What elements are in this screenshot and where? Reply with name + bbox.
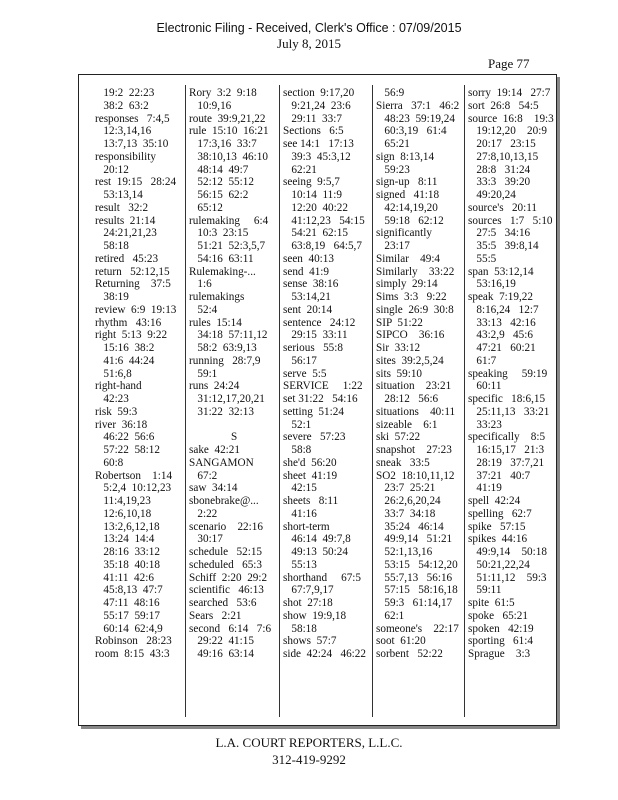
index-entry: sits 59:10 [376, 367, 423, 380]
index-entry: 15:16 38:2 [95, 342, 155, 354]
index-entry: 12:3,14,16 [95, 125, 152, 138]
index-entry: Sears 2:21 [189, 609, 242, 622]
index-entry: setting 51:24 [283, 405, 344, 418]
index-entry: result 32:2 [95, 201, 149, 214]
index-entry: 58:18 [95, 240, 129, 252]
index-entry: SERVICE 1:22 [283, 380, 363, 393]
index-entry: 33:23 [468, 418, 502, 431]
index-column-3 [283, 87, 366, 661]
index-entry: section 9:17,20 [283, 87, 355, 99]
index-entry: 17:3,16 33:7 [189, 138, 257, 150]
index-entry: Rory 3:2 9:18 [189, 87, 257, 99]
index-entry: spell 42:24 [468, 495, 521, 507]
page-number: Page 77 [488, 56, 530, 71]
index-entry: signed 41:18 [376, 189, 440, 201]
index-entry: sheets 8:11 [283, 495, 339, 507]
index-entry: sort 26:8 54:5 [468, 99, 539, 112]
index-entry: Sections 6:5 [283, 125, 344, 138]
index-entry: route 39:9,21,22 [189, 112, 266, 125]
index-entry: seen 40:13 [283, 252, 334, 265]
index-entry: 5:2,4 10:12,23 [95, 482, 172, 495]
index-entry: sense 38:16 [283, 278, 339, 291]
index-entry: 60:11 [468, 380, 502, 393]
index-entry: 42:14,19,20 [376, 201, 438, 214]
index-entry: 53:14,21 [283, 291, 331, 303]
index-entry: 57:15 58:16,18 [376, 584, 458, 597]
index-entry: someone's 22:17 [376, 622, 459, 635]
index-entry: serve 5:5 [283, 367, 327, 380]
index-entry: 29:15 33:11 [283, 329, 348, 342]
index-entry: 12:20 40:22 [283, 201, 348, 214]
index-entry: 41:16 [283, 507, 317, 520]
index-entry: shows 57:7 [283, 635, 337, 648]
index-entry: 13:7,13 35:10 [95, 138, 169, 150]
index-entry: SANGAMON [189, 456, 254, 469]
index-entry: spelling 62:7 [468, 507, 532, 520]
index-entry: searched 53:6 [189, 597, 257, 609]
index-entry: speak 7:19,22 [468, 291, 533, 303]
index-entry: 41:19 [468, 482, 502, 495]
index-entry: 33:13 42:16 [468, 316, 536, 329]
index-entry: 47:21 60:21 [468, 342, 536, 354]
index-column-5 [468, 87, 554, 661]
index-entry: responses 7:4,5 [95, 112, 170, 125]
column-divider [279, 85, 280, 717]
index-entry: retired 45:23 [95, 252, 159, 265]
index-entry: snapshot 27:23 [376, 444, 452, 456]
index-entry: 16:15,17 21:3 [468, 444, 545, 456]
index-entry: situations 40:11 [376, 405, 456, 418]
index-entry: situation 23:21 [376, 380, 452, 393]
index-entry: 27:8,10,13,15 [468, 150, 539, 163]
index-entry: 29:22 41:15 [189, 635, 254, 648]
index-entry: 34:18 57:11,12 [189, 329, 268, 342]
index-entry: 35:24 46:14 [376, 520, 444, 533]
index-entry: speaking 59:19 [468, 367, 548, 380]
index-entry: 30:17 [189, 533, 223, 546]
index-entry: right-hand [95, 380, 142, 393]
index-entry: shot 27:18 [283, 597, 333, 609]
index-entry: Sims 3:3 9:22 [376, 291, 447, 303]
index-entry: 52:4 [189, 303, 218, 316]
index-entry: ski 57:22 [376, 431, 421, 444]
index-entry: sizeable 6:1 [376, 418, 438, 431]
index-entry: set 31:22 54:16 [283, 393, 358, 405]
index-entry: Sierra 37:1 46:2 [376, 99, 460, 112]
index-entry: 55:17 59:17 [95, 609, 160, 622]
index-entry: 45:8,13 47:7 [95, 584, 163, 597]
index-entry: 12:6,10,18 [95, 507, 152, 520]
document-date: July 8, 2015 [277, 36, 341, 51]
index-entry: sign 8:13,14 [376, 150, 435, 163]
index-entry: 51:11,12 59:3 [468, 571, 547, 584]
index-entry: 46:14 49:7,8 [283, 533, 351, 546]
index-entry: sporting 61:4 [468, 635, 533, 648]
index-entry: specifically 8:5 [468, 431, 546, 444]
index-entry: Robertson 1:14 [95, 469, 173, 482]
index-entry: 53:16,19 [468, 278, 516, 291]
index-entry: 57:22 58:12 [95, 444, 160, 456]
index-entry: 38:10,13 46:10 [189, 150, 268, 163]
index-entry: 49:9,14 51:21 [376, 533, 453, 546]
index-entry: 60:8 [95, 456, 124, 469]
index-entry: Sprague 3:3 [468, 648, 531, 660]
index-entry: Similarly 33:22 [376, 265, 455, 278]
index-entry: 28:12 56:6 [376, 393, 439, 405]
index-entry: 38:19 [95, 291, 129, 303]
index-entry: source's 20:11 [468, 201, 538, 214]
index-entry: single 26:9 30:8 [376, 303, 454, 316]
index-entry: spikes 44:16 [468, 533, 528, 546]
index-entry: 41:6 44:24 [95, 354, 155, 367]
index-entry: 62:21 [283, 163, 317, 176]
index-entry: 41:12,23 54:15 [283, 214, 365, 227]
index-entry: shorthand 67:5 [283, 571, 361, 584]
index-entry: source 16:8 19:3 [468, 112, 554, 125]
index-entry: risk 59:3 [95, 405, 138, 418]
index-entry: SO2 18:10,11,12 [376, 469, 455, 482]
index-entry: 27:5 34:16 [468, 227, 531, 240]
index-entry: sheet 41:19 [283, 469, 338, 482]
column-divider [372, 85, 373, 717]
index-entry: spite 61:5 [468, 597, 515, 609]
index-entry: 35:5 39:8,14 [468, 240, 539, 252]
column-divider [185, 85, 186, 717]
index-entry: responsibility [95, 150, 156, 163]
index-entry: 61:7 [468, 354, 497, 367]
index-entry: span 53:12,14 [468, 265, 534, 278]
index-entry: 10:3 23:15 [189, 227, 249, 240]
index-entry: sorbent 52:22 [376, 648, 443, 660]
index-entry: S [189, 431, 238, 444]
index-entry: side 42:24 46:22 [283, 648, 366, 660]
index-entry: 50:21,22,24 [468, 558, 530, 571]
index-entry [189, 419, 271, 432]
index-entry: Returning 37:5 [95, 278, 171, 291]
index-entry: runs 24:24 [189, 380, 240, 393]
index-entry: spoken 42:19 [468, 622, 534, 635]
index-entry: 46:22 56:6 [95, 431, 155, 444]
index-entry: sorry 19:14 27:7 [468, 87, 551, 99]
index-entry: sources 1:7 5:10 [468, 214, 553, 227]
index-entry: results 21:14 [95, 214, 156, 227]
index-entry: 52:12 55:12 [189, 176, 254, 189]
index-entry: 51:6,8 [95, 367, 132, 380]
index-entry: 9:21,24 23:6 [283, 99, 351, 112]
column-divider [464, 85, 465, 717]
index-entry: 51:21 52:3,5,7 [189, 240, 266, 252]
index-entry: 19:2 22:23 [95, 87, 155, 99]
index-entry: short-term [283, 520, 330, 533]
index-entry: schedule 52:15 [189, 546, 263, 558]
index-entry: 49:9,14 50:18 [468, 546, 547, 558]
index-entry: spoke 65:21 [468, 609, 528, 622]
index-entry: right 5:13 9:22 [95, 329, 168, 342]
index-entry: 19:12,20 20:9 [468, 125, 547, 138]
index-entry: significantly [376, 227, 432, 240]
index-entry: 37:21 40:7 [468, 469, 531, 482]
index-entry: 63:8,19 64:5,7 [283, 240, 362, 252]
index-entry: specific 18:6,15 [468, 393, 546, 405]
index-entry: 28:19 37:7,21 [468, 456, 545, 469]
index-entry: 65:12 [189, 201, 223, 214]
index-entry: return 52:12,15 [95, 265, 170, 278]
index-entry: 20:12 [95, 163, 129, 176]
index-entry: 10:14 11:9 [283, 189, 342, 201]
index-entry: 10:9,16 [189, 99, 232, 112]
index-entry: 60:14 62:4,9 [95, 622, 163, 635]
index-entry: 31:22 32:13 [189, 405, 254, 418]
index-entry: 1:6 [189, 278, 212, 291]
index-entry: 23:17 [376, 240, 410, 252]
index-entry: sneak 33:5 [376, 456, 430, 469]
index-entry: SIPCO 36:16 [376, 329, 445, 342]
index-entry: 2:22 [189, 507, 218, 520]
index-entry: sbonebrake@... [189, 495, 259, 507]
index-entry: 35:18 40:18 [95, 558, 160, 571]
index-entry: 59:1 [189, 367, 218, 380]
index-entry: 65:21 [376, 138, 410, 150]
index-entry: Schiff 2:20 29:2 [189, 571, 268, 584]
index-entry: 29:11 33:7 [283, 112, 342, 125]
index-entry: 60:3,19 61:4 [376, 125, 447, 138]
index-entry: 25:11,13 33:21 [468, 405, 550, 418]
index-entry: 23:7 25:21 [376, 482, 436, 495]
index-entry: 59:23 [376, 163, 410, 176]
index-entry: scenario 22:16 [189, 520, 263, 533]
index-entry: river 36:18 [95, 418, 148, 431]
index-entry: 39:3 45:3,12 [283, 150, 351, 163]
index-entry: 58:2 63:9,13 [189, 342, 257, 354]
index-entry: 59:18 62:12 [376, 214, 444, 227]
index-entry: 55:13 [283, 558, 317, 571]
index-entry: show 19:9,18 [283, 609, 347, 622]
index-entry: 48:14 49:7 [189, 163, 249, 176]
index-entry: 48:23 59:19,24 [376, 112, 455, 125]
index-entry: 38:2 63:2 [95, 99, 149, 112]
index-entry: sign-up 8:11 [376, 176, 438, 189]
index-entry: 49:13 50:24 [283, 546, 348, 558]
index-entry: sent 20:14 [283, 303, 333, 316]
index-entry: simply 29:14 [376, 278, 438, 291]
index-entry: 42:23 [95, 393, 129, 405]
index-entry: soot 61:20 [376, 635, 426, 648]
index-entry: rule 15:10 16:21 [189, 125, 269, 138]
index-entry: 13:24 14:4 [95, 533, 155, 546]
index-entry: 52:1,13,16 [376, 546, 433, 558]
index-entry: 55:7,13 56:16 [376, 571, 453, 584]
index-entry: 8:16,24 12:7 [468, 303, 539, 316]
reporter-name: L.A. COURT REPORTERS, L.L.C. [215, 735, 403, 750]
index-entry: 42:15 [283, 482, 317, 495]
index-entry: rest 19:15 28:24 [95, 176, 177, 189]
index-entry: review 6:9 19:13 [95, 303, 177, 316]
index-entry: send 41:9 [283, 265, 329, 278]
index-entry: scientific 46:13 [189, 584, 264, 597]
index-entry: sites 39:2,5,24 [376, 354, 444, 367]
index-entry: severe 57:23 [283, 431, 346, 444]
index-entry: 52:1 [283, 418, 312, 431]
reporter-phone: 312-419-9292 [272, 752, 346, 767]
index-entry: see 14:1 17:13 [283, 138, 354, 150]
index-entry: sake 42:21 [189, 444, 240, 456]
index-entry: 53:15 54:12,20 [376, 558, 458, 571]
index-entry: 47:11 48:16 [95, 597, 160, 609]
index-entry: 67:2 [189, 469, 218, 482]
index-entry: Similar 49:4 [376, 252, 441, 265]
index-entry: 20:17 23:15 [468, 138, 536, 150]
index-entry: saw 34:14 [189, 482, 238, 495]
index-entry: 54:21 62:15 [283, 227, 348, 240]
index-entry: sentence 24:12 [283, 316, 356, 329]
index-entry: spike 57:15 [468, 520, 526, 533]
index-entry: 28:8 31:24 [468, 163, 531, 176]
index-entry: 62:1 [376, 609, 405, 622]
index-entry: seeing 9:5,7 [283, 176, 340, 189]
index-column-1 [95, 87, 176, 661]
index-entry: 58:8 [283, 444, 312, 456]
index-entry: 13:2,6,12,18 [95, 520, 160, 533]
index-entry: 28:16 33:12 [95, 546, 160, 558]
index-entry: 59:11 [468, 584, 502, 597]
index-entry: 53:13,14 [95, 189, 143, 201]
index-entry: 49:20,24 [468, 189, 516, 201]
index-entry: 26:2,6,20,24 [376, 495, 441, 507]
index-entry: SIP 51:22 [376, 316, 423, 329]
index-entry: 54:16 63:11 [189, 252, 254, 265]
index-entry: 56:15 62:2 [189, 189, 249, 201]
index-entry: room 8:15 43:3 [95, 648, 170, 660]
index-column-2 [189, 87, 271, 661]
index-entry: she'd 56:20 [283, 456, 337, 469]
index-entry: 31:12,17,20,21 [189, 393, 265, 405]
index-entry: 67:7,9,17 [283, 584, 334, 597]
index-entry: Robinson 28:23 [95, 635, 172, 648]
index-entry: 49:16 63:14 [189, 648, 254, 660]
index-entry: running 28:7,9 [189, 354, 261, 367]
filing-stamp: Electronic Filing - Received, Clerk's Office : 07/09/2015 [156, 21, 462, 35]
index-entry: 33:3 39:20 [468, 176, 531, 189]
index-entry: 11:4,19,23 [95, 495, 151, 507]
index-column-4 [376, 87, 459, 661]
index-entry: rules 15:14 [189, 316, 242, 329]
index-entry: rulemaking 6:4 [189, 214, 269, 227]
index-entry: 56:17 [283, 354, 317, 367]
index-entry: 33:7 34:18 [376, 507, 436, 520]
index-entry: 41:11 42:6 [95, 571, 154, 584]
index-entry: second 6:14 7:6 [189, 622, 272, 635]
word-index-box [78, 74, 557, 726]
index-entry: 58:18 [283, 622, 317, 635]
index-entry: rulemakings [189, 291, 245, 303]
index-entry: Sir 33:12 [376, 342, 421, 354]
index-entry: 59:3 61:14,17 [376, 597, 453, 609]
index-entry: serious 55:8 [283, 342, 343, 354]
index-entry: rhythm 43:16 [95, 316, 162, 329]
index-entry: 43:2,9 45:6 [468, 329, 533, 342]
index-entry: 24:21,21,23 [95, 227, 157, 240]
index-entry: 55:5 [468, 252, 497, 265]
index-entry: 56:9 [376, 87, 405, 99]
index-entry: scheduled 65:3 [189, 558, 263, 571]
index-entry: Rulemaking-... [189, 265, 256, 278]
